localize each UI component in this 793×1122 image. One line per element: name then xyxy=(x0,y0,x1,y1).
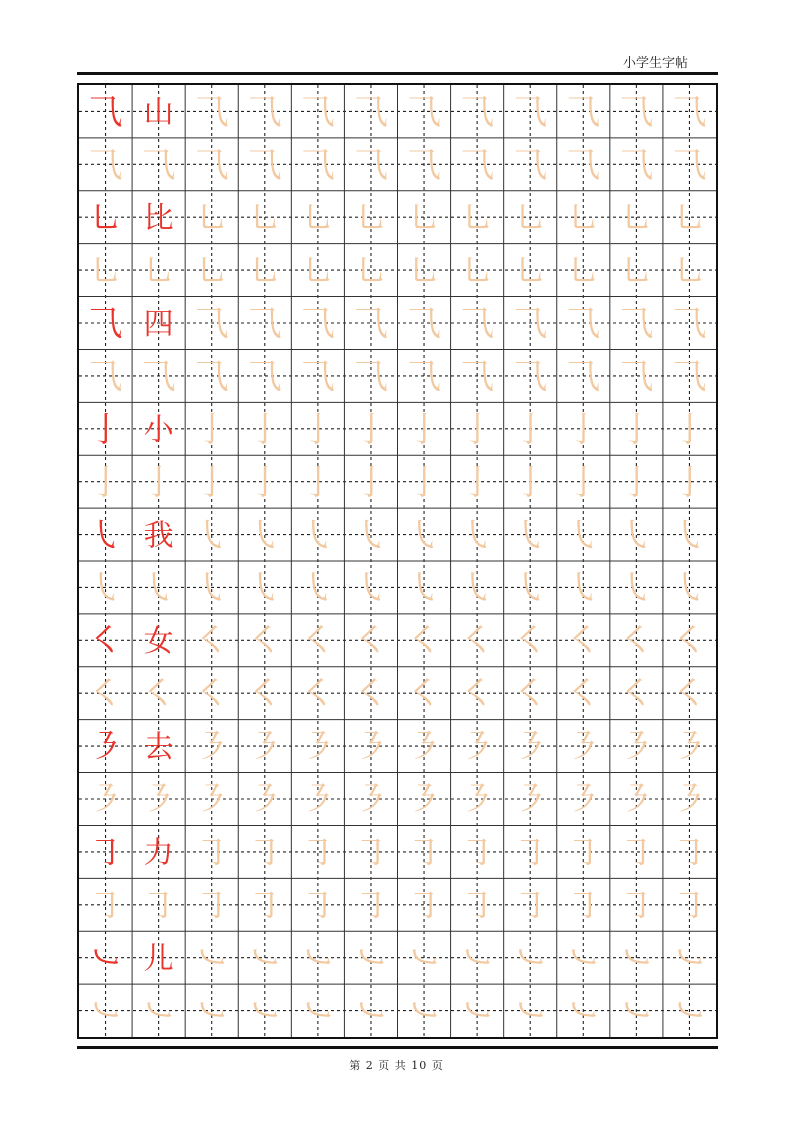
trace-stroke: ㇋ xyxy=(353,780,388,821)
trace-stroke: 亅 xyxy=(407,462,442,503)
trace-stroke: ㇃ xyxy=(513,938,548,979)
trace-stroke: ㇛ xyxy=(247,674,282,715)
trace-stroke: ㇋ xyxy=(672,780,707,821)
trace-stroke: 亅 xyxy=(513,410,548,451)
trace-stroke: ㇛ xyxy=(141,674,176,715)
trace-stroke: ㇛ xyxy=(300,674,335,715)
stroke-model: 亅 xyxy=(88,410,123,451)
page-header-title: 小学生字帖 xyxy=(622,56,688,71)
trace-stroke: 亅 xyxy=(300,462,335,503)
trace-stroke: 亅 xyxy=(619,462,654,503)
trace-stroke: ⺄ xyxy=(407,357,442,398)
trace-stroke: 亅 xyxy=(513,462,548,503)
trace-stroke: 亅 xyxy=(353,410,388,451)
trace-stroke: ⺄ xyxy=(407,145,442,186)
trace-stroke: ㇆ xyxy=(88,886,123,927)
trace-stroke: ⺄ xyxy=(672,357,707,398)
trace-stroke: ㇋ xyxy=(194,727,229,768)
trace-stroke: ㇂ xyxy=(672,568,707,609)
trace-stroke: ⺄ xyxy=(194,357,229,398)
trace-stroke: ㇆ xyxy=(300,886,335,927)
trace-stroke: ㇃ xyxy=(619,938,654,979)
trace-stroke: 亅 xyxy=(672,410,707,451)
trace-stroke: ⺄ xyxy=(194,92,229,133)
trace-stroke: ㇟ xyxy=(407,198,442,239)
trace-stroke: ⺄ xyxy=(513,357,548,398)
trace-stroke: ㇋ xyxy=(353,727,388,768)
trace-stroke: ㇛ xyxy=(194,621,229,662)
practice-grid-canvas xyxy=(79,85,716,1037)
trace-stroke: ㇟ xyxy=(194,198,229,239)
trace-stroke: ㇃ xyxy=(88,991,123,1032)
trace-stroke: ⺄ xyxy=(672,92,707,133)
stroke-model: ㇆ xyxy=(88,833,123,874)
trace-stroke: ㇋ xyxy=(619,780,654,821)
trace-stroke: ㇋ xyxy=(513,727,548,768)
trace-stroke: ㇂ xyxy=(194,515,229,556)
example-character: 比 xyxy=(143,201,174,237)
trace-stroke: 亅 xyxy=(672,462,707,503)
trace-stroke: ⺄ xyxy=(353,145,388,186)
trace-stroke: ⺄ xyxy=(672,304,707,345)
trace-stroke: ㇂ xyxy=(513,568,548,609)
trace-stroke: ㇟ xyxy=(247,251,282,292)
trace-stroke: ㇋ xyxy=(300,780,335,821)
trace-stroke: ㇂ xyxy=(194,568,229,609)
trace-stroke: ㇂ xyxy=(88,568,123,609)
trace-stroke: ㇋ xyxy=(513,780,548,821)
trace-stroke: ⺄ xyxy=(672,145,707,186)
stroke-model: ㇂ xyxy=(88,515,123,556)
trace-stroke: 亅 xyxy=(300,410,335,451)
trace-stroke: ㇟ xyxy=(513,251,548,292)
trace-stroke: ㇃ xyxy=(247,991,282,1032)
trace-stroke: ⺄ xyxy=(460,304,495,345)
trace-stroke: ㇃ xyxy=(247,938,282,979)
trace-stroke: ⺄ xyxy=(513,304,548,345)
trace-stroke: ㇆ xyxy=(247,886,282,927)
trace-stroke: ㇃ xyxy=(407,938,442,979)
trace-stroke: ⺄ xyxy=(619,145,654,186)
trace-stroke: ㇋ xyxy=(247,727,282,768)
stroke-model: ⺄ xyxy=(88,92,123,133)
trace-stroke: ㇆ xyxy=(194,833,229,874)
trace-stroke: ㇂ xyxy=(300,515,335,556)
trace-stroke: ㇋ xyxy=(194,780,229,821)
example-character: 四 xyxy=(143,306,174,342)
example-character: 女 xyxy=(143,624,174,660)
trace-stroke: ⺄ xyxy=(300,304,335,345)
example-character: 山 xyxy=(143,95,174,131)
trace-stroke: ㇆ xyxy=(672,886,707,927)
stroke-model: ㇃ xyxy=(88,938,123,979)
trace-stroke: ⺄ xyxy=(566,304,601,345)
footer-rule xyxy=(77,1046,718,1049)
trace-stroke: ㇟ xyxy=(460,198,495,239)
trace-stroke: 亅 xyxy=(88,462,123,503)
trace-stroke: ⺄ xyxy=(566,92,601,133)
trace-stroke: ㇋ xyxy=(141,780,176,821)
trace-stroke: ㇟ xyxy=(194,251,229,292)
trace-stroke: 亅 xyxy=(619,410,654,451)
trace-stroke: ㇟ xyxy=(619,198,654,239)
trace-stroke: ㇛ xyxy=(247,621,282,662)
trace-stroke: 亅 xyxy=(247,462,282,503)
trace-stroke: ㇃ xyxy=(194,938,229,979)
trace-stroke: ㇟ xyxy=(353,251,388,292)
trace-stroke: ㇟ xyxy=(353,198,388,239)
practice-grid xyxy=(77,83,718,1039)
trace-stroke: ㇛ xyxy=(460,674,495,715)
trace-stroke: ㇃ xyxy=(141,991,176,1032)
trace-stroke: ⺄ xyxy=(194,304,229,345)
trace-stroke: ⺄ xyxy=(353,357,388,398)
trace-stroke: 亅 xyxy=(566,462,601,503)
trace-stroke: ㇛ xyxy=(566,674,601,715)
page-number: 第 2 页 共 10 页 xyxy=(349,1059,444,1072)
trace-stroke: ㇟ xyxy=(300,198,335,239)
trace-stroke: ㇃ xyxy=(460,991,495,1032)
trace-stroke: ㇆ xyxy=(460,886,495,927)
trace-stroke: ㇂ xyxy=(407,515,442,556)
trace-stroke: ⺄ xyxy=(88,145,123,186)
trace-stroke: ㇆ xyxy=(194,886,229,927)
example-character: 我 xyxy=(143,518,174,554)
trace-stroke: ㇛ xyxy=(566,621,601,662)
trace-stroke: ㇂ xyxy=(460,515,495,556)
trace-stroke: ㇃ xyxy=(566,938,601,979)
stroke-model: ⺄ xyxy=(88,304,123,345)
trace-stroke: ㇆ xyxy=(513,833,548,874)
trace-stroke: ⺄ xyxy=(513,92,548,133)
trace-stroke: ㇃ xyxy=(194,991,229,1032)
trace-stroke: ㇃ xyxy=(407,991,442,1032)
trace-stroke: ⺄ xyxy=(194,145,229,186)
trace-stroke: ㇋ xyxy=(566,780,601,821)
trace-stroke: ㇂ xyxy=(619,515,654,556)
trace-stroke: ㇟ xyxy=(141,251,176,292)
trace-stroke: ㇆ xyxy=(619,833,654,874)
trace-stroke: ㇆ xyxy=(300,833,335,874)
trace-stroke: ㇆ xyxy=(513,886,548,927)
trace-stroke: ㇛ xyxy=(194,674,229,715)
trace-stroke: ㇃ xyxy=(672,991,707,1032)
trace-stroke: ⺄ xyxy=(460,145,495,186)
stroke-model: ㇋ xyxy=(88,727,123,768)
trace-stroke: ⺄ xyxy=(619,304,654,345)
trace-stroke: ⺄ xyxy=(513,145,548,186)
example-character: 小 xyxy=(143,412,174,448)
trace-stroke: ㇟ xyxy=(619,251,654,292)
trace-stroke: ㇛ xyxy=(513,621,548,662)
trace-stroke: ⺄ xyxy=(141,357,176,398)
trace-stroke: ㇆ xyxy=(353,886,388,927)
trace-stroke: 亅 xyxy=(353,462,388,503)
trace-stroke: 亅 xyxy=(247,410,282,451)
trace-stroke: ⺄ xyxy=(88,357,123,398)
example-character: 儿 xyxy=(143,941,174,977)
trace-stroke: ㇂ xyxy=(619,568,654,609)
trace-stroke: ㇃ xyxy=(672,938,707,979)
trace-stroke: ㇟ xyxy=(513,198,548,239)
trace-stroke: 亅 xyxy=(460,410,495,451)
trace-stroke: ㇋ xyxy=(407,780,442,821)
trace-stroke: ⺄ xyxy=(247,145,282,186)
trace-stroke: ㇟ xyxy=(566,198,601,239)
trace-stroke: ⺄ xyxy=(300,92,335,133)
trace-stroke: ⺄ xyxy=(566,357,601,398)
trace-stroke: ㇛ xyxy=(513,674,548,715)
trace-stroke: ㇂ xyxy=(300,568,335,609)
trace-stroke: ⺄ xyxy=(566,145,601,186)
trace-stroke: ㇂ xyxy=(247,568,282,609)
trace-stroke: ㇛ xyxy=(407,674,442,715)
trace-stroke: ㇋ xyxy=(88,780,123,821)
trace-stroke: ⺄ xyxy=(247,357,282,398)
trace-stroke: 亅 xyxy=(407,410,442,451)
trace-stroke: ㇃ xyxy=(513,991,548,1032)
trace-stroke: ㇋ xyxy=(407,727,442,768)
trace-stroke: ㇆ xyxy=(141,886,176,927)
trace-stroke: ⺄ xyxy=(247,304,282,345)
trace-stroke: ㇟ xyxy=(88,251,123,292)
trace-stroke: 亅 xyxy=(194,462,229,503)
trace-stroke: ⺄ xyxy=(460,92,495,133)
trace-stroke: ㇆ xyxy=(407,833,442,874)
trace-stroke: ㇂ xyxy=(141,568,176,609)
trace-stroke: ㇆ xyxy=(566,833,601,874)
trace-stroke: ㇋ xyxy=(460,780,495,821)
trace-stroke: ⺄ xyxy=(247,92,282,133)
trace-stroke: ⺄ xyxy=(300,357,335,398)
trace-stroke: ㇛ xyxy=(407,621,442,662)
trace-stroke: ㇛ xyxy=(619,674,654,715)
trace-stroke: ⺄ xyxy=(300,145,335,186)
trace-stroke: ㇛ xyxy=(672,674,707,715)
trace-stroke: ㇃ xyxy=(300,991,335,1032)
trace-stroke: ㇆ xyxy=(619,886,654,927)
trace-stroke: ⺄ xyxy=(353,304,388,345)
trace-stroke: ㇆ xyxy=(353,833,388,874)
trace-stroke: ⺄ xyxy=(619,357,654,398)
trace-stroke: ㇃ xyxy=(566,991,601,1032)
trace-stroke: ㇟ xyxy=(672,251,707,292)
trace-stroke: ㇂ xyxy=(513,515,548,556)
trace-stroke: ⺄ xyxy=(141,145,176,186)
trace-stroke: ㇛ xyxy=(300,621,335,662)
trace-stroke: ⺄ xyxy=(353,92,388,133)
trace-stroke: ㇂ xyxy=(566,568,601,609)
trace-stroke: ㇃ xyxy=(353,991,388,1032)
trace-stroke: ㇆ xyxy=(407,886,442,927)
trace-stroke: ㇃ xyxy=(353,938,388,979)
trace-stroke: ㇛ xyxy=(88,674,123,715)
trace-stroke: ㇃ xyxy=(300,938,335,979)
trace-stroke: ㇂ xyxy=(353,568,388,609)
trace-stroke: ㇛ xyxy=(460,621,495,662)
trace-stroke: 亅 xyxy=(194,410,229,451)
trace-stroke: ㇆ xyxy=(247,833,282,874)
trace-stroke: ㇛ xyxy=(672,621,707,662)
trace-stroke: ㇋ xyxy=(619,727,654,768)
trace-stroke: ㇋ xyxy=(566,727,601,768)
trace-stroke: ㇟ xyxy=(300,251,335,292)
trace-stroke: 亅 xyxy=(566,410,601,451)
trace-stroke: ㇆ xyxy=(672,833,707,874)
trace-stroke: ㇂ xyxy=(566,515,601,556)
example-character: 力 xyxy=(143,835,174,871)
header-rule xyxy=(77,72,718,75)
trace-stroke: ㇋ xyxy=(460,727,495,768)
trace-stroke: ㇟ xyxy=(247,198,282,239)
trace-stroke: ㇛ xyxy=(619,621,654,662)
trace-stroke: ⺄ xyxy=(619,92,654,133)
trace-stroke: ㇃ xyxy=(619,991,654,1032)
stroke-model: ㇛ xyxy=(88,621,123,662)
trace-stroke: ㇂ xyxy=(672,515,707,556)
trace-stroke: ㇟ xyxy=(460,251,495,292)
trace-stroke: ㇃ xyxy=(460,938,495,979)
trace-stroke: ⺄ xyxy=(407,304,442,345)
trace-stroke: ㇆ xyxy=(566,886,601,927)
trace-stroke: 亅 xyxy=(141,462,176,503)
trace-stroke: 亅 xyxy=(460,462,495,503)
trace-stroke: ㇂ xyxy=(247,515,282,556)
trace-stroke: ㇛ xyxy=(353,621,388,662)
trace-stroke: ㇂ xyxy=(460,568,495,609)
trace-stroke: ㇂ xyxy=(353,515,388,556)
trace-stroke: ㇋ xyxy=(247,780,282,821)
trace-stroke: ㇂ xyxy=(407,568,442,609)
trace-stroke: ⺄ xyxy=(407,92,442,133)
trace-stroke: ㇆ xyxy=(460,833,495,874)
trace-stroke: ㇋ xyxy=(672,727,707,768)
trace-stroke: ㇋ xyxy=(300,727,335,768)
trace-stroke: ㇛ xyxy=(353,674,388,715)
trace-stroke: ㇟ xyxy=(566,251,601,292)
trace-stroke: ⺄ xyxy=(460,357,495,398)
stroke-model: ㇟ xyxy=(88,198,123,239)
trace-stroke: ㇟ xyxy=(407,251,442,292)
example-character: 去 xyxy=(143,729,174,765)
trace-stroke: ㇟ xyxy=(672,198,707,239)
